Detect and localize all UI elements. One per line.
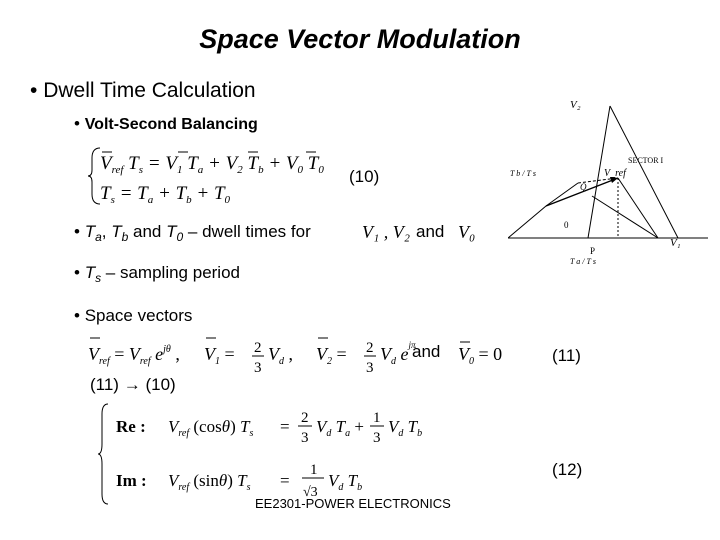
eq10-line1: $V_{ref}$ $T_s = V_1$ $T_a + V_2$ $T_b + V_0$ $T_0$: [100, 153, 324, 176]
footer: EE2301-POWER ELECTRONICS: [255, 496, 451, 511]
substitution-line: [90, 375, 176, 395]
eq11-v2-vd: $V_d$ $e^{j\pi}$: [380, 340, 416, 367]
ta-sub: a: [95, 230, 102, 245]
diagram-v1-label: V₁: [670, 237, 681, 249]
arrow-icon: →: [123, 375, 141, 394]
diagram-ta-ts: T a / T s: [570, 257, 596, 266]
eq12-re-eq: =: [280, 417, 290, 436]
bullet-dwell-time: • Dwell Time Calculation: [30, 79, 256, 102]
eq12-re-label: Re :: [116, 417, 146, 436]
diagram-q-label: Q: [580, 182, 587, 192]
eq11-v1: $V_1$ =: [204, 344, 235, 367]
diagram-vref-label: V_ref: [604, 168, 626, 179]
eq11-v2-num: 2: [366, 340, 374, 356]
dwell-and: and: [416, 222, 445, 241]
space-vectors-label: Space vectors: [84, 306, 193, 325]
eq11-v1-den: 3: [254, 360, 262, 376]
diagram-sector-label: SECTOR I: [628, 156, 664, 165]
eq12-im-eq: =: [280, 471, 290, 490]
t0-sub: 0: [176, 230, 184, 245]
eq11-v2-den: 3: [366, 360, 374, 376]
eq12-im-label: Im :: [116, 471, 147, 490]
eq11-v0-text: $V_0 = 0$: [458, 344, 503, 367]
t0-symbol: T: [166, 222, 177, 241]
eq12-im-den: √3: [303, 485, 318, 500]
equation-10: [88, 144, 348, 208]
eq11-number: (11): [552, 346, 581, 365]
eq12-re-lhs: $V_{ref}$ (cosθ) $T_s$: [168, 417, 254, 439]
diagram-tb-ts: T b / T s: [510, 169, 536, 178]
eq11-v0-graphic: [456, 336, 526, 368]
eq12-re-num2: 1: [373, 410, 381, 426]
diagram-v2-label: V₂: [570, 99, 581, 111]
space-vector-diagram-graphic: [508, 88, 708, 278]
eq11-v1-num: 2: [254, 340, 262, 356]
eq12-re-term1: $V_d$ $T_a$ +: [316, 417, 364, 439]
tb-symbol: T: [111, 222, 122, 241]
equation-10-graphic: [88, 144, 348, 208]
eq11-v1-vd: $V_d$ ,: [268, 344, 293, 367]
ts-sub: s: [95, 271, 102, 286]
slide-title: Space Vector Modulation: [199, 24, 521, 54]
eq12-re-den2: 3: [373, 430, 381, 446]
equation-11-graphic: [86, 330, 416, 378]
eq12-im-term: $V_d$ $T_b$: [328, 471, 363, 493]
equation-12-graphic: [98, 398, 538, 510]
diagram-origin-label: 0: [564, 220, 569, 230]
eq11-vref: $V_{ref} = V_{ref}$ $e^{j\theta}$ ,: [88, 344, 180, 367]
eq12-re-term2: $V_d$ $T_b$: [388, 417, 423, 439]
bullet-space-vectors: • Space vectors: [74, 306, 193, 325]
eq10-line2: $T_s = T_a + T_b + T_0$: [100, 183, 231, 206]
eq11-v0: [456, 336, 526, 368]
dwell-text: – dwell times for: [183, 222, 311, 241]
ts-symbol: T: [84, 263, 96, 282]
eq12-im-lhs: $V_{ref}$ (sinθ) $T_s$: [168, 471, 251, 493]
bullet-dwell-time-label: Dwell Time Calculation: [43, 79, 256, 102]
subst-left: (11): [90, 375, 119, 394]
space-vector-diagram: [508, 88, 708, 278]
v0-vector: V₀: [458, 222, 476, 242]
eq12-number: (12): [552, 460, 583, 479]
eq11-and: and: [412, 342, 441, 361]
tb-sub: b: [121, 230, 129, 245]
bullet-volt-second: • Volt-Second Balancing: [74, 114, 258, 133]
v1-v2-vectors: V₁ , V₂: [362, 222, 411, 242]
eq11-v2: $V_2$ =: [316, 344, 347, 367]
bullet-dwell-times: • $T_a$, $T_b$ and $T_0$ – dwell times for: [74, 222, 311, 245]
equation-12: [98, 398, 538, 510]
sep: ,: [101, 222, 112, 241]
eq12-im-num: 1: [310, 462, 318, 478]
eq10-number: (10): [349, 167, 380, 186]
eq12-re-den1: 3: [301, 430, 309, 446]
equation-11: [86, 330, 416, 378]
and-word: and: [128, 222, 167, 241]
ta-symbol: T: [84, 222, 96, 241]
subst-right: (10): [145, 375, 176, 394]
diagram-p-label: P: [590, 246, 596, 256]
bullet-sampling: • $T_s$ – sampling period: [74, 263, 240, 286]
sampling-text: – sampling period: [101, 263, 240, 282]
volt-second-label: Volt-Second Balancing: [84, 116, 258, 133]
eq12-re-num1: 2: [301, 410, 309, 426]
